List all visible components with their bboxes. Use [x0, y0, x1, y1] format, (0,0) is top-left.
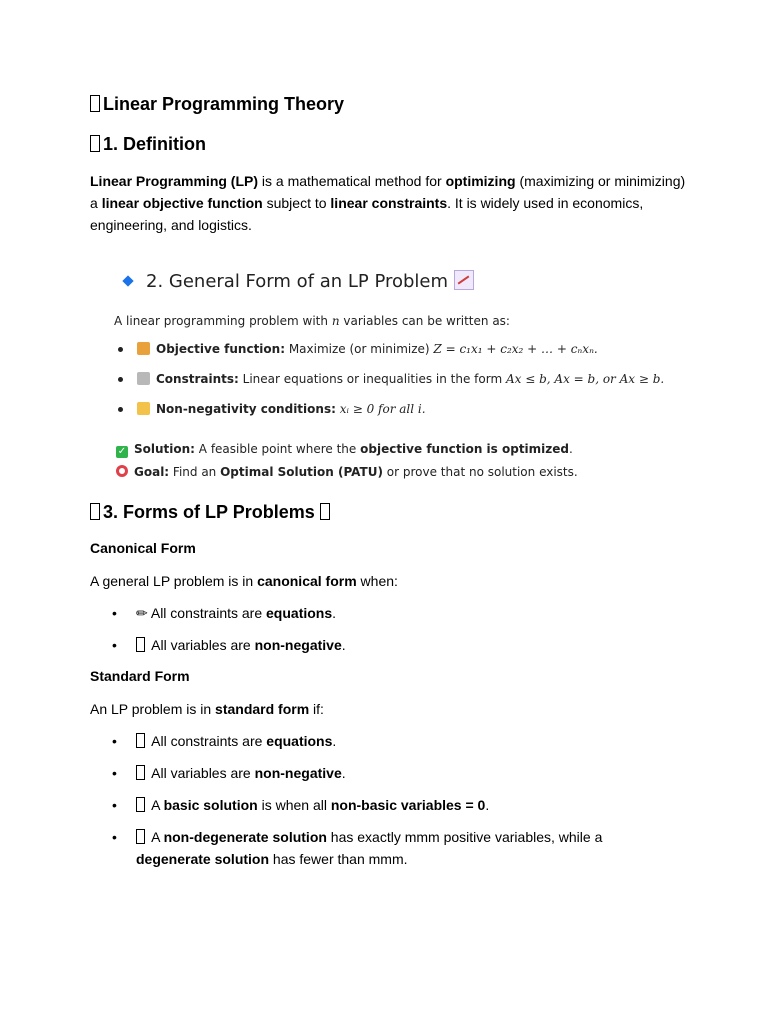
missing-glyph-icon [136, 797, 145, 812]
chart-increasing-icon [454, 270, 474, 290]
bullet-dot [118, 347, 123, 352]
goal-line: Goal: Find an Optimal Solution (PATU) or prove that no solution exists. [116, 465, 578, 479]
missing-glyph-icon [136, 829, 145, 844]
ruler-icon [137, 372, 150, 385]
missing-glyph-icon [90, 135, 100, 152]
missing-glyph-icon [136, 637, 145, 652]
missing-glyph-icon [136, 765, 145, 780]
check-mark-icon: ✓ [117, 446, 127, 457]
definition-paragraph: Linear Programming (LP) is a mathematical method for optimizing (maximizing or minimizing) a linear objective function subject to linear constraints. It is widely used in economics, engineering, and logistics. [90, 173, 686, 233]
trophy-icon [137, 342, 150, 355]
section-heading-definition: 1. Definition [90, 134, 206, 155]
image-list-item: Non-negativity conditions: xᵢ ≥ 0 for all i. [118, 402, 426, 416]
missing-glyph-icon [90, 95, 100, 112]
missing-glyph-icon [136, 733, 145, 748]
standard-intro: An LP problem is in standard form if: [90, 701, 324, 717]
pencil-icon: ✏ [136, 605, 148, 621]
canonical-intro: A general LP problem is in canonical form when: [90, 573, 398, 589]
canonical-form-heading: Canonical Form [90, 540, 196, 556]
section-heading-forms: 3. Forms of LP Problems [90, 502, 333, 523]
image-list-item: Constraints: Linear equations or inequalities in the form Ax ≤ b, Ax = b, or Ax ≥ b. [118, 372, 664, 386]
solution-line: ✓ Solution: A feasible point where the objective function is optimized. [117, 442, 573, 457]
document-title: Linear Programming Theory [90, 94, 344, 115]
missing-glyph-icon [320, 503, 330, 520]
image-heading: 2. General Form of an LP Problem [112, 270, 474, 292]
balance-scale-icon [137, 402, 150, 415]
image-list-item: Objective function: Maximize (or minimize) Z = c₁x₁ + c₂x₂ + … + cₙxₙ. [118, 342, 598, 356]
blue-diamond-icon [122, 275, 133, 286]
embedded-image-general-form [112, 262, 672, 492]
image-intro: A linear programming problem with n variables can be written as: [114, 314, 510, 328]
standard-form-heading: Standard Form [90, 668, 190, 684]
missing-glyph-icon [90, 503, 100, 520]
target-icon [116, 465, 128, 477]
bullet-dot [118, 377, 123, 382]
bullet-dot [118, 407, 123, 412]
